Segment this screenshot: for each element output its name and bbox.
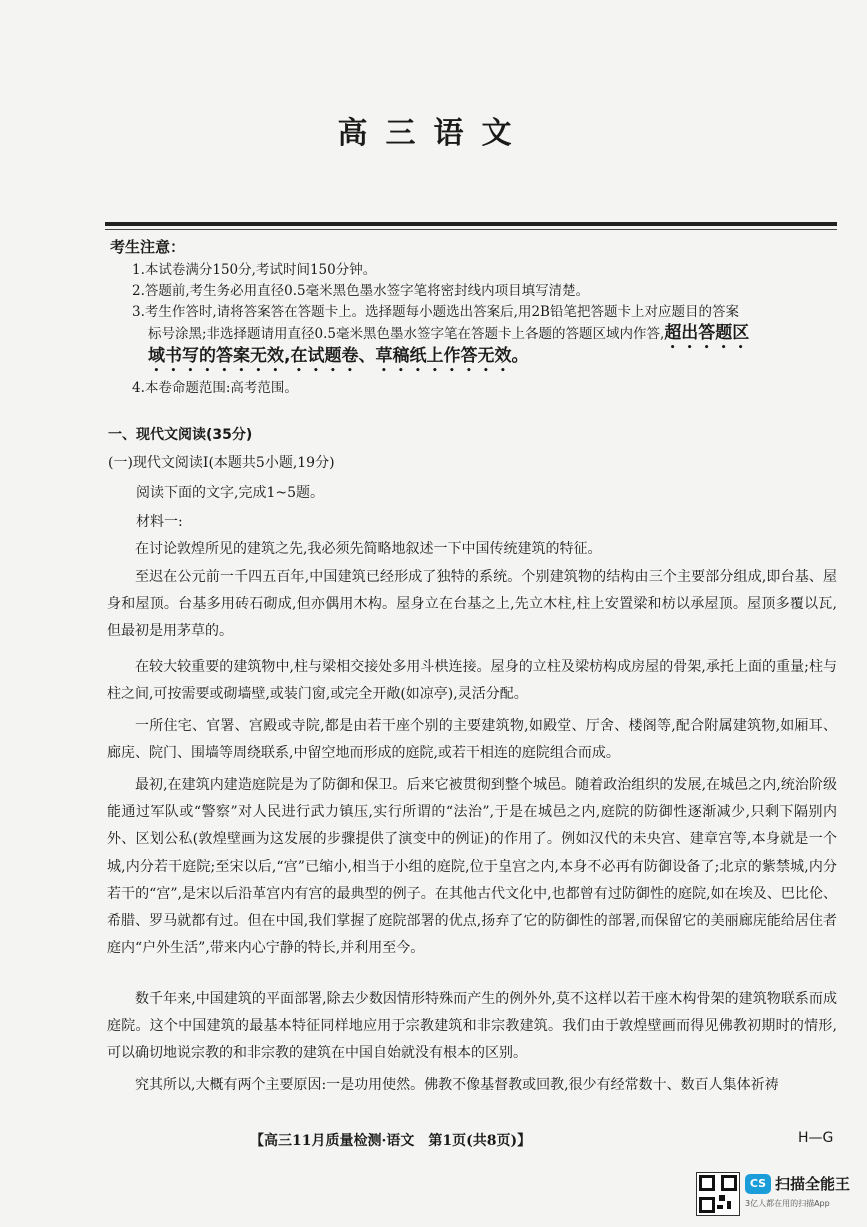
header-rule-thick xyxy=(105,222,837,226)
page-title: 高三语文 xyxy=(337,116,530,151)
notice-emphasis-1: 超出答题区 xyxy=(664,323,750,343)
material-label: 材料一: xyxy=(136,514,183,530)
notice-item-1: 1.本试卷满分150分,考试时间150分钟。 xyxy=(132,262,377,278)
notice-emphasis-2: 域书写的答案无效,在试题卷、草稿纸上作答无效。 xyxy=(148,346,529,366)
section-heading: 一、现代文阅读(35分) xyxy=(108,427,253,443)
subsection-heading: (一)现代文阅读Ⅰ(本题共5小题,19分) xyxy=(108,455,335,471)
qr-code-icon xyxy=(696,1172,740,1216)
notice-item-3-line2: 标号涂黑;非选择题请用直径0.5毫米黑色墨水签字笔在答题卡上各题的答题区域内作答, xyxy=(148,326,665,342)
paragraph-2: 至迟在公元前一千四五百年,中国建筑已经形成了独特的系统。个别建筑物的结构由三个主要部分组成,即台基、屋身和屋顶。台基多用砖石砌成,但亦偶用木构。屋身立在台基之上,先立木柱,柱上安置梁和枋以承屋顶。屋顶多覆以瓦,但最初是用茅草的。 xyxy=(107,569,837,640)
paragraph-1: 在讨论敦煌所见的建筑之先,我必须先简略地叙述一下中国传统建筑的特征。 xyxy=(135,541,602,557)
footer-code: H—G xyxy=(798,1130,834,1146)
notice-item-3: 3.考生作答时,请将答案答在答题卡上。选择题每小题选出答案后,用2B铅笔把答题卡上对应题目的答案 xyxy=(132,304,739,320)
paragraph-3: 在较大较重要的建筑物中,柱与梁相交接处多用斗栱连接。屋身的立柱及梁枋构成房屋的骨架,承托上面的重量;柱与柱之间,可按需要或砌墙壁,或装门窗,或完全开敞(如凉亭),灵活分配。 xyxy=(107,659,837,703)
camscanner-logo-icon: CS xyxy=(745,1174,771,1194)
reading-instruction: 阅读下面的文字,完成1~5题。 xyxy=(136,485,324,501)
header-rule-thin xyxy=(105,229,837,230)
paragraph-4: 一所住宅、官署、宫殿或寺院,都是由若干座个别的主要建筑物,如殿堂、厅舍、楼阁等,配合附属建筑物,如厢耳、廊庑、院门、围墙等周绕联系,中留空地而形成的庭院,或若干相连的庭院组合而成。 xyxy=(107,718,837,762)
notice-heading: 考生注意： xyxy=(110,238,186,256)
paragraph-5: 最初,在建筑内建造庭院是为了防御和保卫。后来它被贯彻到整个城邑。随着政治组织的发展,在城邑之内,统治阶级能通过军队或“警察”对人民进行武力镇压,实行所谓的“法治”,于是在城邑之内,庭院的防御性逐渐减少,只剩下隔别内外、区划公私(敦煌壁画为这发展的步骤提供了演变中的例证)的作用了。例如汉代的未央宫、建章宫等,本身就是一个城,内分若干庭院;至宋以后,“宫”已缩小,相当于小组的庭院,位于皇宫之内,本身不必再有防御设备了;北京的紫禁城,内分若干的“宫”,是宋以后沿革宫内有宫的最典型的例子。在其他古代文化中,也都曾有过防御性的庭院,如在埃及、巴比伦、希腊、罗马就都有过。但在中国,我们掌握了庭院部署的优点,扬弃了它的防御性的部署,而保留它的美丽廊庑能给居住者庭内“户外生活”,带来内心宁静的特长,并利用至今。 xyxy=(107,777,837,957)
paragraph-6: 数千年来,中国建筑的平面部署,除去少数因情形特殊而产生的例外外,莫不这样以若干座木构骨架的建筑物联系而成庭院。这个中国建筑的最基本特征同样地应用于宗教建筑和非宗教建筑。我们由于敦煌壁画而得见佛教初期时的情形,可以确切地说宗教的和非宗教的建筑在中国自始就没有根本的区别。 xyxy=(107,991,837,1062)
notice-item-4: 4.本卷命题范围:高考范围。 xyxy=(132,380,298,396)
camscanner-name: 扫描全能王 xyxy=(775,1175,851,1193)
notice-item-2: 2.答题前,考生务必用直径0.5毫米黑色墨水签字笔将密封线内项目填写清楚。 xyxy=(132,283,590,299)
camscanner-tagline: 3亿人都在用的扫描App xyxy=(745,1199,830,1208)
footer-page-info: 【高三11月质量检测·语文 第1页(共8页)】 xyxy=(250,1133,532,1149)
paragraph-7: 究其所以,大概有两个主要原因:一是功用使然。佛教不像基督教或回教,很少有经常数十、数百人集体祈祷 xyxy=(135,1077,779,1093)
